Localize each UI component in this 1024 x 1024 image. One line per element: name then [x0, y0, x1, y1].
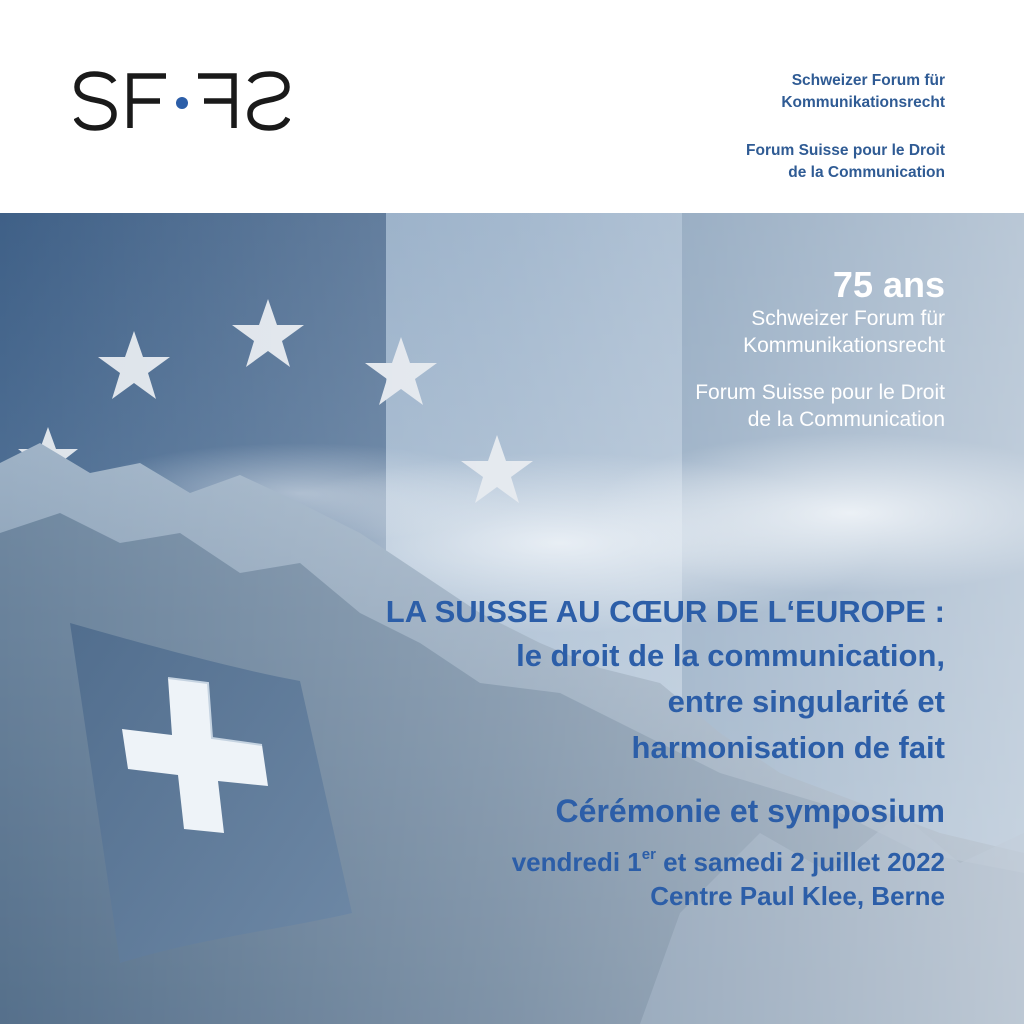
anniversary-block — [695, 265, 945, 433]
event-date — [386, 845, 945, 879]
anniversary-de-line2: Kommunikationsrecht — [743, 334, 945, 357]
event-ceremony: Cérémonie et symposium — [555, 793, 945, 829]
sffs-logo — [74, 68, 290, 140]
event-subtitle-line3: harmonisation de fait — [631, 730, 945, 765]
event-date-sup: er — [641, 846, 656, 863]
anniversary-fr-line2: de la Communication — [747, 408, 945, 431]
org-de-line1: Schweizer Forum für — [791, 72, 945, 89]
event-headline: LA SUISSE AU CŒUR DE L‘EUROPE : — [385, 594, 945, 629]
org-fr-line2: de la Communication — [788, 164, 945, 181]
org-name-german — [781, 70, 945, 114]
event-date-part2: et samedi 2 juillet 2022 — [655, 847, 945, 877]
anniversary-de-line1: Schweizer Forum für — [751, 307, 945, 330]
org-de-line2: Kommunikationsrecht — [781, 94, 945, 111]
org-name-french — [746, 140, 945, 184]
anniversary-fr-line1: Forum Suisse pour le Droit — [695, 381, 945, 404]
event-subtitle-line2: entre singularité et — [667, 684, 945, 719]
hero-image — [0, 213, 1024, 1024]
event-venue: Centre Paul Klee, Berne — [650, 881, 945, 911]
event-details — [386, 591, 945, 913]
event-date-part1: vendredi 1 — [511, 847, 642, 877]
anniversary-title: 75 ans — [832, 264, 945, 305]
header — [0, 0, 1024, 213]
event-subtitle-line1: le droit de la communication, — [516, 638, 945, 673]
org-fr-line1: Forum Suisse pour le Droit — [746, 142, 945, 159]
